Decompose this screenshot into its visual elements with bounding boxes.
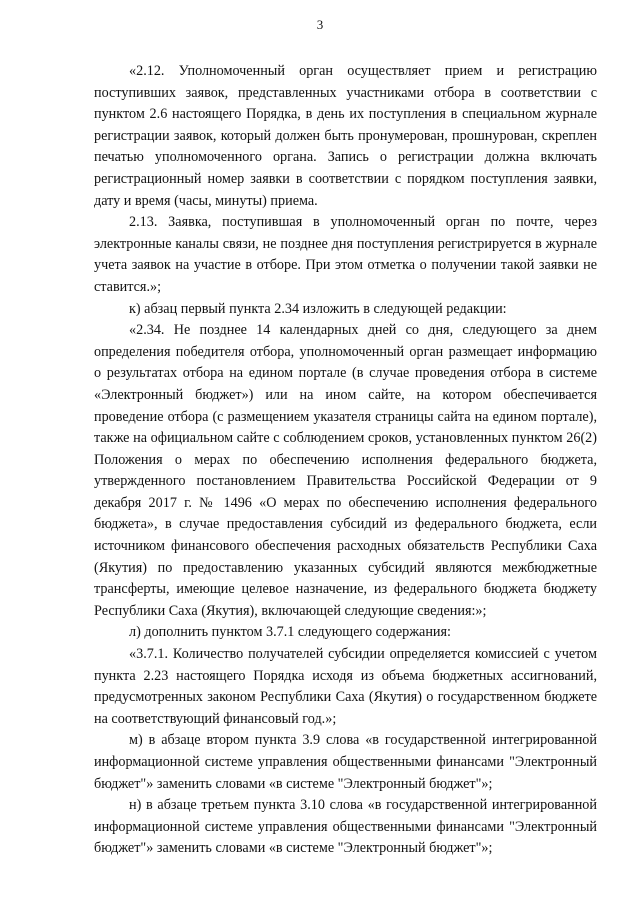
paragraph-amendment-k: к) абзац первый пункта 2.34 изложить в следующей редакции: (129, 300, 507, 317)
document-body (94, 61, 597, 860)
paragraph-amendment-l: л) дополнить пунктом 3.7.1 следующего содержания: (129, 624, 451, 641)
paragraph-2-34: «2.34. Не позднее 14 календарных дней со дня, следующего за днем определения победителя отбора, уполномоченный орган размещает информацию о результатах отбора на едином портале (в случае проведения отбора в системе «Электронный бюджет») или на ином сайте, на котором обеспечивается проведение отбора (с размещением указателя страницы сайта на едином портале), также на официальном сайте с соблюдением сроков, установленных пунктом 26(2) Положения о мерах по обеспечению исполнения федерального бюджета, утвержденного постановлением Правительства Российской Федерации от 9 декабря 2017 г. № 1496 «О мерах по обеспечению исполнения федерального бюджета», в случае предоставления субсидий из федерального бюджета, если источником финансового обеспечения расходных обязательств Республики Саха (Якутия) по предоставлению указанных субсидий являются межбюджетные трансферты, имеющие целевое назначение, из федерального бюджета бюджету Республики Саха (Якутия), включающей следующие сведения:»; (94, 322, 597, 619)
paragraph-amendment-n: н) в абзаце третьем пункта 3.10 слова «в государственной интегрированной информационной системе управления общественными финансами "Электронный бюджет"» заменить словами «в системе "Электронный бюджет"»; (94, 797, 597, 857)
paragraph-2-13: 2.13. Заявка, поступившая в уполномоченный орган по почте, через электронные каналы связи, не позднее дня поступления регистрируется в журнале учета заявок на участие в отборе. При этом отметка о получении такой заявки не ставится.»; (94, 214, 597, 295)
paragraph-2-12: «2.12. Уполномоченный орган осуществляет прием и регистрацию поступивших заявок, представленных участниками отбора в соответствии с пунктом 2.6 настоящего Порядка, в день их поступления в специальном журнале регистрации заявок, который должен быть пронумерован, прошнурован, скреплен печатью уполномоченного органа. Запись о регистрации должна включать регистрационный номер заявки в соответствии с порядком поступления заявки, дату и время (часы, минуты) приема. (94, 63, 597, 209)
page-number: 3 (316, 17, 324, 32)
paragraph-3-7-1: «3.7.1. Количество получателей субсидии определяется комиссией с учетом пункта 2.23 настоящего Порядка исходя из объема бюджетных ассигнований, предусмотренных законом Республики Саха (Якутия) о государственном бюджете на соответствующий финансовый год.»; (94, 646, 597, 727)
paragraph-amendment-m: м) в абзаце втором пункта 3.9 слова «в государственной интегрированной информационной системе управления общественными финансами "Электронный бюджет"» заменить словами «в системе "Электронный бюджет"»; (94, 732, 597, 792)
